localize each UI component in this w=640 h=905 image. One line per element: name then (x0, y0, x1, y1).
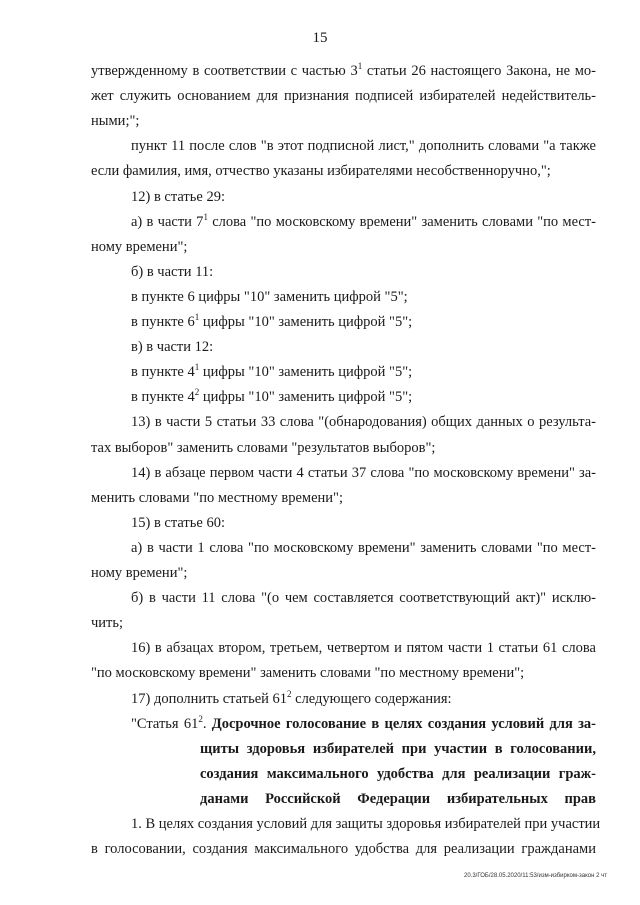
text-line: в пункте 6 цифры "10" заменить цифрой "5"; (131, 289, 408, 305)
text-line: в пункте $4^2$ цифры "10" заменить цифрой "5"; (131, 387, 413, 405)
text-line: пункт 11 после слов "в этот подписной лист," дополнить словами "а также (131, 138, 596, 154)
text-line: утвержденному в соответствии с частью $3^1$ статьи 26 настоящего Закона, не мо- (91, 61, 597, 79)
text-line: 14) в абзаце первом части 4 статьи 37 слова "по московскому времени" за- (131, 465, 596, 481)
text-line: если фамилия, имя, отчество указаны избирателями несобственноручно,"; (91, 163, 551, 179)
text-line: 13) в части 5 статьи 33 слова "(обнародования) общих данных о результа- (131, 414, 596, 430)
page-number: 15 (312, 30, 328, 46)
text-line: ному времени"; (91, 565, 188, 581)
text-line: 17) дополнить статьей $61^2$ следующего содержания: (131, 689, 452, 707)
text-line: а) в части $7^1$ слова "по московскому времени" заменить словами "по мест- (131, 212, 597, 230)
text-line: жет служить основанием для признания подписей избирателей недействитель- (91, 88, 596, 104)
text-line: в голосовании, создания максимального удобства для реализации гражданами (91, 841, 596, 857)
article-heading: данами Российской Федерации избирательных прав (200, 791, 596, 807)
text-line: 15) в статье 60: (131, 515, 225, 531)
text-line: а) в части 1 слова "по московскому времени" заменить словами "по мест- (131, 540, 596, 556)
text-line: тах выборов" заменить словами "результатов выборов"; (91, 440, 436, 456)
document-footer: 20.3/ГОБ/28.05.2020/11:53/изм-избирком-закон 2 чт (464, 873, 607, 879)
text-line: чить; (91, 615, 124, 631)
text-line: 16) в абзацах втором, третьем, четвертом и пятом части 1 статьи 61 слова (131, 640, 596, 656)
article-heading: создания максимального удобства для реализации граж- (200, 766, 596, 782)
text-line: б) в части 11: (131, 264, 214, 280)
article-heading: "Статья $61^2$. Досрочное голосование в целях создания условий для за- (131, 714, 596, 732)
text-line: в) в части 12: (131, 339, 214, 355)
text-line: менить словами "по местному времени"; (91, 490, 343, 506)
text-line: в пункте $4^1$ цифры "10" заменить цифрой "5"; (131, 362, 413, 380)
text-line: б) в части 11 слова "(о чем составляется соответствующий акт)" исклю- (131, 590, 596, 606)
text-line: ными;"; (91, 113, 140, 129)
text-line: ному времени"; (91, 239, 188, 255)
text-line: в пункте $6^1$ цифры "10" заменить цифрой "5"; (131, 312, 413, 330)
text-line: "по московскому времени" заменить словами "по местному времени"; (91, 665, 525, 681)
text-line: 12) в статье 29: (131, 189, 225, 205)
text-line: 1. В целях создания условий для защиты здоровья избирателей при участии (131, 816, 601, 832)
article-heading: щиты здоровья избирателей при участии в голосовании, (200, 741, 596, 757)
